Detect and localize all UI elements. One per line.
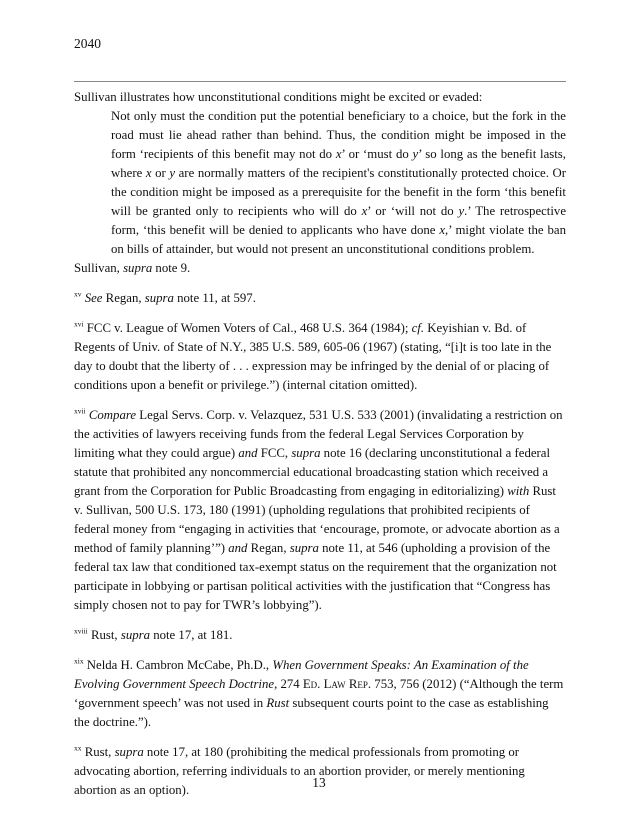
- footnote-xix: $^{xix}$ Nelda H. Cambron McCabe, Ph.D., When Government Speaks: An Examination of the Evolving Government Speech Doctrine, 274 Ed. Law Rep. 753, 756 (2012) (“Although the term ‘government speech’ was not used in Rust subsequent courts point to the case as establishing the doctrine.”).: [74, 656, 564, 729]
- footnote-xviii: $^{xviii}$ Rust, supra note 17, at 181.: [74, 626, 233, 642]
- footnote-mark: xx: [74, 743, 82, 753]
- footnote-xx: $^{xx}$ Rust, supra note 17, at 180 (prohibiting the medical professionals from promoting or advocating abortion, referring individuals to an abortion provider, or merely mentioning abortion as an option).: [74, 743, 525, 797]
- block-quote: Not only must the condition put the potential beneficiary to a choice, but the fork in the road must lie ahead rather than behind. Thus, the condition might be imposed in the form ‘recipients of this benefit may not do x’ or ‘must do y’ so long as the benefit lasts, where x or y are normally matters of the recipient's constitutionally protected choice. Or the condition might be imposed as a prerequisite for the benefit in the form ‘this benefit will be granted only to recipients who will do x’ or ‘will not do y.’ The retrospective form, ‘this benefit will be denied to applicants who have done x,’ might violate the ban on bills of attainder, but would not present an unconstitutional conditions problem.: [111, 109, 566, 256]
- footnotes-body: [74, 88, 566, 800]
- footnote-mark: xv: [74, 289, 82, 299]
- footnote-mark: xvi: [74, 319, 84, 329]
- header-divider: [74, 81, 566, 82]
- footnote-xvi: $^{xvi}$ FCC v. League of Women Voters of Cal., 468 U.S. 364 (1984); cf. Keyishian v. Bd. of Regents of Univ. of State of N.Y., 385 U.S. 589, 605-06 (1967) (stating, “[i]t is too late in the day to doubt that the liberty of . . . expression may be infringed by the denial of or placing of conditions upon a benefit or privilege.”) (internal citation omitted).: [74, 319, 552, 392]
- intro-line: Sullivan illustrates how unconstitutional conditions might be excited or evaded:: [74, 90, 483, 104]
- footnote-xv: $^{xv}$ See Regan, supra note 11, at 597.: [74, 289, 256, 305]
- page-number: 13: [312, 775, 326, 790]
- running-header-year: 2040: [74, 36, 101, 51]
- footnote-mark: xviii: [74, 626, 88, 636]
- quote-citation: Sullivan, supra note 9.: [74, 261, 191, 275]
- footnote-xvii: $^{xvii}$ Compare Legal Servs. Corp. v. Velazquez, 531 U.S. 533 (2001) (invalidating a restriction on the activities of lawyers receiving funds from the federal Legal Services Corporation by limiting what they could argue) and FCC, supra note 16 (declaring unconstitutional a federal statute that prohibited any noncommercial educational broadcasting station which received a grant from the Corporation for Public Broadcasting from engaging in editorializing) with Rust v. Sullivan, 500 U.S. 173, 180 (1991) (upholding regulations that prohibited recipients of federal money from “engaging in activities that ‘encourage, promote, or advocate abortion as a method of family planning’”) and Regan, supra note 11, at 546 (upholding a provision of the federal tax law that conditioned tax-exempt status on the requirement that the organization not participate in lobbying or partisan political activities with the justification that “Congress has simply chosen not to pay for TWR’s lobbying”).: [74, 406, 563, 612]
- footnote-mark: xvii: [74, 406, 86, 416]
- footnote-mark: xix: [74, 656, 84, 666]
